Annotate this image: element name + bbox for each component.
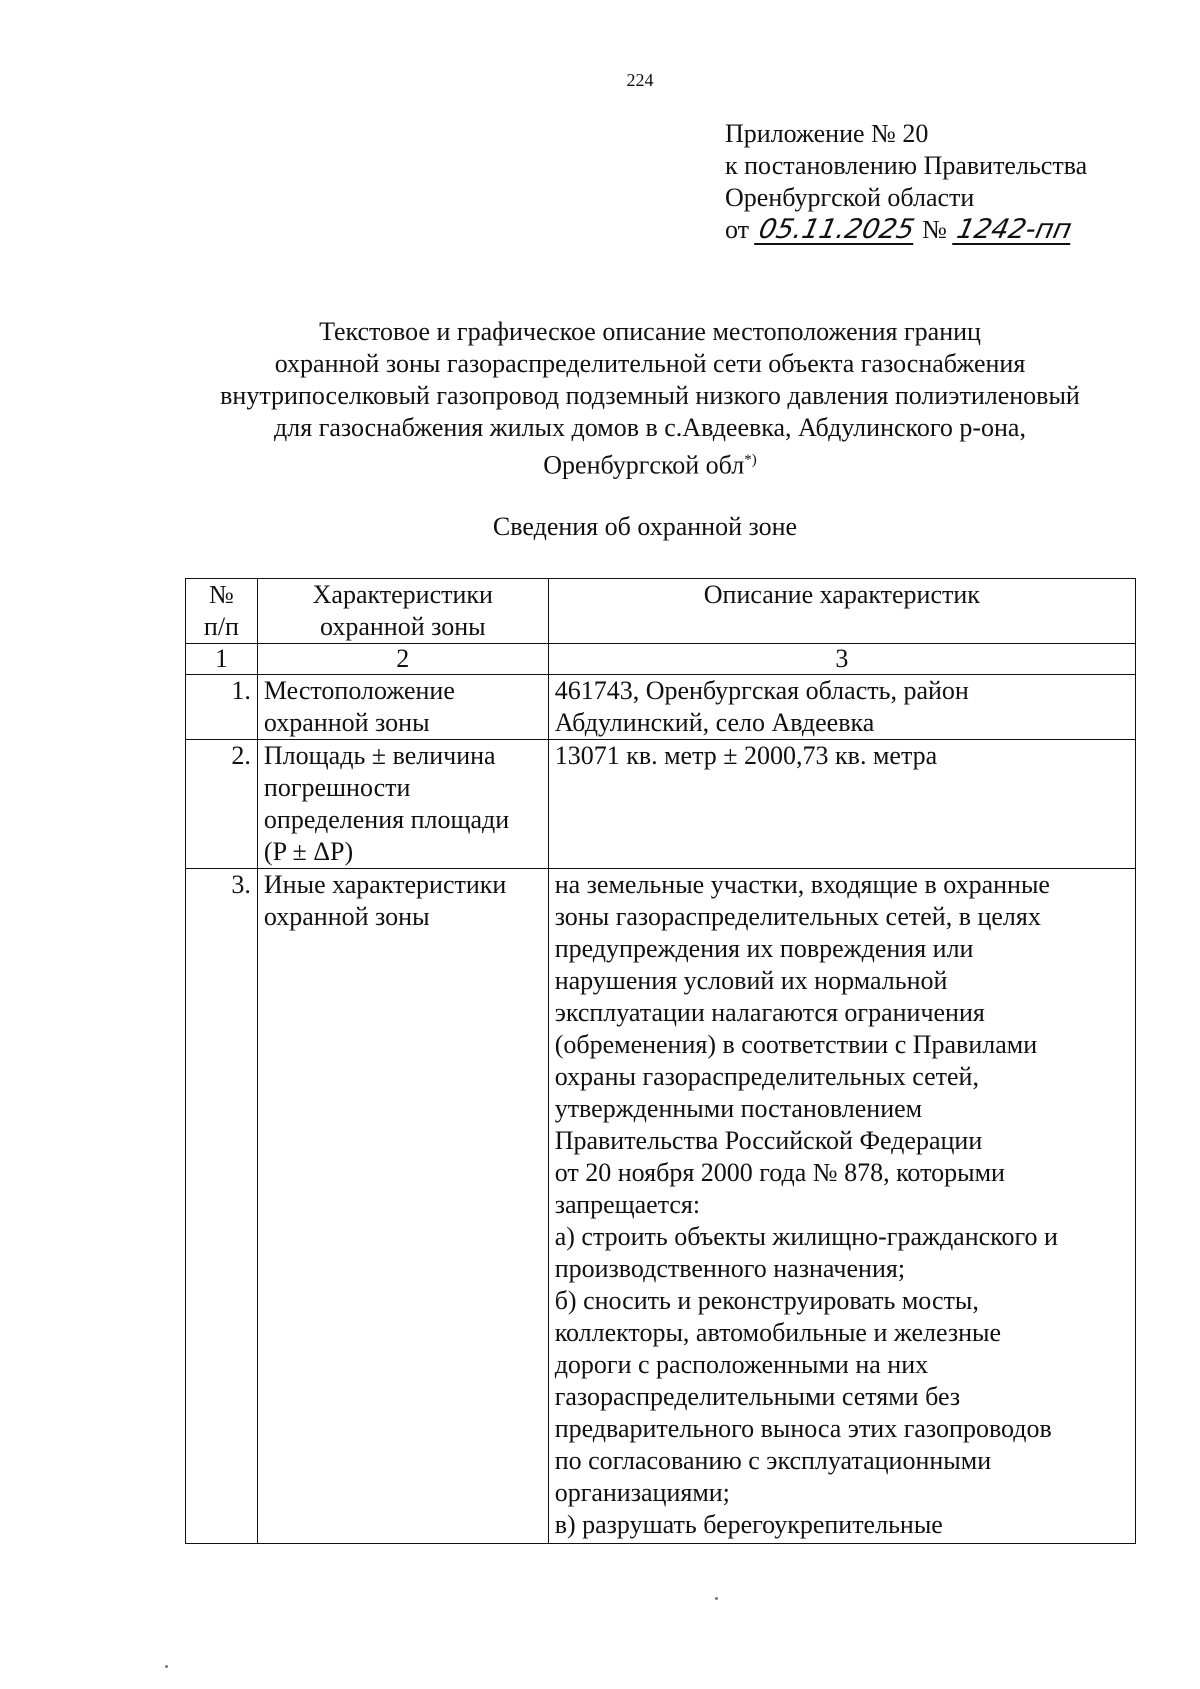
page-number: 224 [626, 70, 654, 90]
header-characteristics-line-1: Характеристики [312, 580, 493, 609]
characteristic-line: погрешности [263, 773, 411, 802]
characteristic-line: определения площади [263, 805, 510, 834]
number-label: № [922, 215, 947, 244]
characteristic-line: охранной зоны [263, 902, 430, 931]
row-number: 1. [186, 675, 258, 740]
index-cell: 1 [186, 644, 258, 675]
title-line-4: для газоснабжения жилых домов в с.Авдеевка, Абдулинского р-она, [274, 413, 1026, 442]
description-line: от 20 ноября 2000 года № 878, которыми [554, 1158, 1005, 1187]
table-index-row [186, 644, 1136, 675]
index-cell: 2 [257, 644, 548, 675]
table-header-row [186, 579, 1136, 644]
description-line: по согласованию с эксплуатационными [554, 1446, 992, 1475]
table-row [186, 675, 1136, 740]
description-line: утвержденными постановлением [554, 1094, 923, 1123]
row-number: 3. [186, 869, 258, 1544]
description-line: организациями; [554, 1478, 730, 1507]
handwritten-date: 05.11.2025 [756, 214, 918, 245]
title-line-3: внутрипоселковый газопровод подземный низкого давления полиэтиленовый [220, 381, 1080, 410]
description-line: а) строить объекты жилищно-гражданского и [554, 1222, 1058, 1251]
header-characteristics-line-2: охранной зоны [319, 612, 486, 641]
characteristic-line: Местоположение [263, 676, 455, 705]
description-line: коллекторы, автомобильные и железные [554, 1318, 1002, 1347]
title-line-5 [60, 444, 1200, 482]
row-number: 2. [186, 740, 258, 869]
description-line: предварительного выноса этих газопроводов [554, 1414, 1052, 1443]
table-row [186, 740, 1136, 869]
header-number-line-1: № [209, 580, 234, 609]
footnote-mark: *) [744, 452, 757, 468]
characteristic-line: Площадь ± величина [263, 741, 496, 770]
description-line: запрещается: [554, 1190, 701, 1219]
row-characteristic [257, 675, 548, 740]
row-description [548, 869, 1135, 1544]
characteristic-line: (P ± ΔP) [263, 837, 354, 866]
description-line: б) сносить и реконструировать мосты, [554, 1286, 979, 1315]
description-line: производственного назначения; [554, 1254, 906, 1283]
characteristic-line: Иные характеристики [263, 870, 507, 899]
appendix-region: Оренбургской области [725, 183, 975, 212]
protection-zone-table [185, 578, 1136, 1544]
appendix-date-line [725, 214, 1087, 246]
description-line: Правительства Российской Федерации [554, 1126, 983, 1155]
row-description [548, 740, 1135, 869]
row-characteristic [257, 740, 548, 869]
description-line: эксплуатации налагаются ограничения [554, 998, 985, 1027]
characteristic-line: охранной зоны [263, 708, 430, 737]
description-line: Абдулинский, село Авдеевка [554, 708, 875, 737]
scan-speck [165, 1665, 168, 1668]
title-line-2: охранной зоны газораспределительной сети объекта газоснабжения [274, 349, 1026, 378]
title-line-1: Текстовое и графическое описание местоположения границ [319, 317, 981, 346]
index-cell: 3 [548, 644, 1135, 675]
description-line: газораспределительными сетями без [554, 1382, 961, 1411]
appendix-title: Приложение № 20 [725, 119, 929, 148]
header-characteristics [257, 579, 548, 644]
description-line: зоны газораспределительных сетей, в целях [554, 902, 1041, 931]
description-line: 461743, Оренбургская область, район [554, 676, 969, 705]
appendix-resolution: к постановлению Правительства [725, 151, 1088, 180]
description-line: 13071 кв. метр ± 2000,73 кв. метра [554, 741, 938, 770]
scan-speck [715, 1597, 718, 1600]
header-description: Описание характеристик [548, 579, 1135, 644]
section-subtitle: Сведения об охранной зоне [492, 512, 798, 541]
header-number [186, 579, 258, 644]
description-line: предупреждения их повреждения или [554, 934, 974, 963]
description-line: в) разрушать берегоукрепительные [554, 1510, 943, 1539]
appendix-block [725, 118, 1087, 246]
title-line-5-text: Оренбургской обл [543, 450, 745, 480]
document-title [60, 316, 1200, 482]
handwritten-number: 1242-пп [953, 214, 1075, 245]
description-line: охраны газораспределительных сетей, [554, 1062, 979, 1091]
header-number-line-2: п/п [203, 612, 239, 641]
row-description [548, 675, 1135, 740]
row-characteristic [257, 869, 548, 1544]
description-line: нарушения условий их нормальной [554, 966, 948, 995]
from-label: от [725, 215, 750, 244]
description-line: на земельные участки, входящие в охранные [554, 870, 1050, 899]
description-line: (обременения) в соответствии с Правилами [554, 1030, 1038, 1059]
description-line: дороги с расположенными на них [554, 1350, 929, 1379]
table-row [186, 869, 1136, 1544]
